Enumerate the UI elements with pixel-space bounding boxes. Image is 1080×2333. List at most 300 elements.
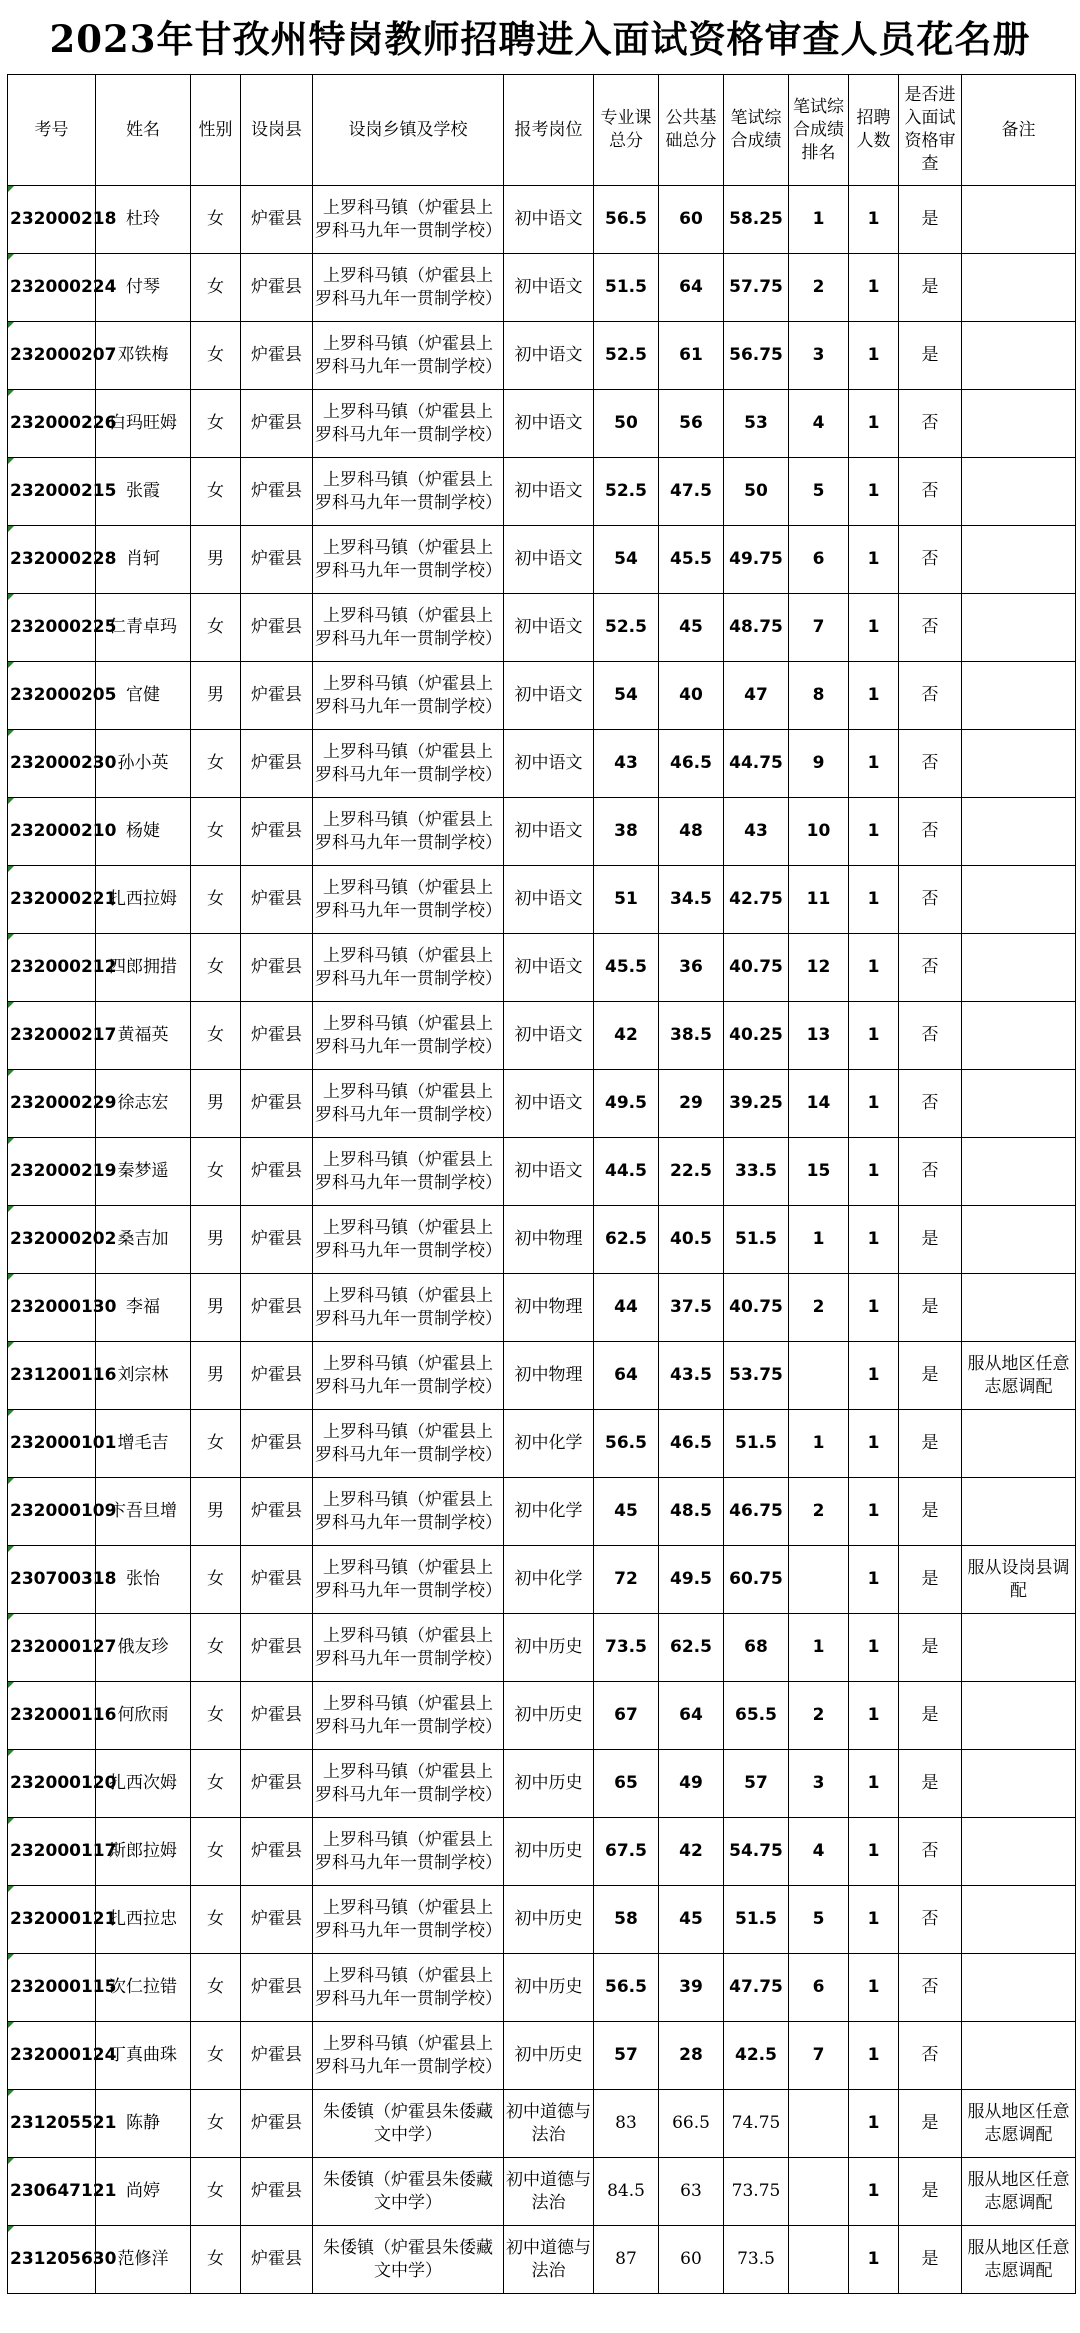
cell-post: 初中历史 bbox=[504, 1886, 594, 1954]
cell-public-score: 61 bbox=[659, 322, 724, 390]
cell-hire-count: 1 bbox=[849, 662, 899, 730]
cell-post: 初中语文 bbox=[504, 254, 594, 322]
cell-post: 初中物理 bbox=[504, 1206, 594, 1274]
cell-school: 上罗科马镇（炉霍县上罗科马九年一贯制学校） bbox=[313, 1954, 504, 2022]
table-row bbox=[8, 1342, 1076, 1410]
cell-total-score: 42.5 bbox=[724, 2022, 789, 2090]
cell-school: 上罗科马镇（炉霍县上罗科马九年一贯制学校） bbox=[313, 390, 504, 458]
cell-rank: 1 bbox=[789, 1206, 849, 1274]
table-row bbox=[8, 254, 1076, 322]
cell-county: 炉霍县 bbox=[241, 1002, 313, 1070]
cell-rank: 3 bbox=[789, 1750, 849, 1818]
cell-exam-id: 232000228 bbox=[8, 526, 96, 594]
cell-note bbox=[962, 1138, 1076, 1206]
header-note: 备注 bbox=[962, 75, 1076, 186]
cell-note bbox=[962, 1002, 1076, 1070]
cell-interview-qualified: 是 bbox=[899, 1342, 962, 1410]
cell-hire-count: 1 bbox=[849, 1886, 899, 1954]
cell-gender: 女 bbox=[191, 730, 241, 798]
cell-exam-id: 232000230 bbox=[8, 730, 96, 798]
cell-school: 上罗科马镇（炉霍县上罗科马九年一贯制学校） bbox=[313, 458, 504, 526]
cell-rank: 5 bbox=[789, 458, 849, 526]
cell-marker-icon bbox=[8, 1750, 14, 1756]
cell-total-score: 65.5 bbox=[724, 1682, 789, 1750]
cell-post: 初中化学 bbox=[504, 1410, 594, 1478]
cell-school: 上罗科马镇（炉霍县上罗科马九年一贯制学校） bbox=[313, 1478, 504, 1546]
cell-interview-qualified: 否 bbox=[899, 2022, 962, 2090]
table-row bbox=[8, 1954, 1076, 2022]
cell-county: 炉霍县 bbox=[241, 1410, 313, 1478]
cell-rank bbox=[789, 1342, 849, 1410]
cell-rank: 7 bbox=[789, 2022, 849, 2090]
cell-note bbox=[962, 2022, 1076, 2090]
cell-exam-id: 232000207 bbox=[8, 322, 96, 390]
cell-interview-qualified: 否 bbox=[899, 1954, 962, 2022]
cell-gender: 男 bbox=[191, 662, 241, 730]
cell-interview-qualified: 是 bbox=[899, 2226, 962, 2294]
cell-exam-id: 232000109 bbox=[8, 1478, 96, 1546]
cell-public-score: 60 bbox=[659, 186, 724, 254]
cell-gender: 女 bbox=[191, 1750, 241, 1818]
cell-school: 上罗科马镇（炉霍县上罗科马九年一贯制学校） bbox=[313, 1274, 504, 1342]
cell-pro-score: 50 bbox=[594, 390, 659, 458]
cell-note bbox=[962, 1478, 1076, 1546]
cell-marker-icon bbox=[8, 1478, 14, 1484]
cell-hire-count: 1 bbox=[849, 1478, 899, 1546]
cell-marker-icon bbox=[8, 254, 14, 260]
cell-county: 炉霍县 bbox=[241, 1274, 313, 1342]
cell-exam-id: 232000218 bbox=[8, 186, 96, 254]
cell-interview-qualified: 否 bbox=[899, 934, 962, 1002]
cell-exam-id: 230647121 bbox=[8, 2158, 96, 2226]
cell-post: 初中语文 bbox=[504, 322, 594, 390]
header-post: 报考岗位 bbox=[504, 75, 594, 186]
cell-school: 朱倭镇（炉霍县朱倭藏文中学） bbox=[313, 2158, 504, 2226]
cell-school: 上罗科马镇（炉霍县上罗科马九年一贯制学校） bbox=[313, 662, 504, 730]
cell-school: 上罗科马镇（炉霍县上罗科马九年一贯制学校） bbox=[313, 1750, 504, 1818]
cell-rank: 1 bbox=[789, 186, 849, 254]
cell-pro-score: 44.5 bbox=[594, 1138, 659, 1206]
cell-total-score: 49.75 bbox=[724, 526, 789, 594]
cell-rank: 8 bbox=[789, 662, 849, 730]
cell-pro-score: 56.5 bbox=[594, 1410, 659, 1478]
cell-public-score: 45 bbox=[659, 1886, 724, 1954]
cell-interview-qualified: 否 bbox=[899, 390, 962, 458]
cell-interview-qualified: 否 bbox=[899, 526, 962, 594]
cell-interview-qualified: 否 bbox=[899, 1002, 962, 1070]
cell-hire-count: 1 bbox=[849, 798, 899, 866]
cell-rank: 11 bbox=[789, 866, 849, 934]
cell-hire-count: 1 bbox=[849, 1138, 899, 1206]
cell-name: 孙小英 bbox=[96, 730, 191, 798]
roster-body bbox=[8, 186, 1076, 2294]
cell-exam-id: 232000121 bbox=[8, 1886, 96, 1954]
cell-post: 初中历史 bbox=[504, 1750, 594, 1818]
cell-note bbox=[962, 730, 1076, 798]
cell-pro-score: 45.5 bbox=[594, 934, 659, 1002]
cell-gender: 女 bbox=[191, 934, 241, 1002]
cell-note bbox=[962, 1886, 1076, 1954]
cell-exam-id: 232000124 bbox=[8, 2022, 96, 2090]
cell-pro-score: 58 bbox=[594, 1886, 659, 1954]
cell-name: 桑吉加 bbox=[96, 1206, 191, 1274]
cell-county: 炉霍县 bbox=[241, 2090, 313, 2158]
header-pro-score: 专业课总分 bbox=[594, 75, 659, 186]
cell-public-score: 49.5 bbox=[659, 1546, 724, 1614]
cell-exam-id: 232000202 bbox=[8, 1206, 96, 1274]
table-row bbox=[8, 186, 1076, 254]
cell-rank: 9 bbox=[789, 730, 849, 798]
cell-exam-id: 231200116 bbox=[8, 1342, 96, 1410]
cell-name: 何欣雨 bbox=[96, 1682, 191, 1750]
cell-public-score: 40.5 bbox=[659, 1206, 724, 1274]
cell-post: 初中语文 bbox=[504, 1070, 594, 1138]
cell-name: 邓铁梅 bbox=[96, 322, 191, 390]
cell-gender: 女 bbox=[191, 1682, 241, 1750]
cell-public-score: 48 bbox=[659, 798, 724, 866]
table-row bbox=[8, 390, 1076, 458]
cell-county: 炉霍县 bbox=[241, 730, 313, 798]
cell-name: 尚婷 bbox=[96, 2158, 191, 2226]
cell-rank: 3 bbox=[789, 322, 849, 390]
cell-pro-score: 52.5 bbox=[594, 458, 659, 526]
header-total-score: 笔试综合成绩 bbox=[724, 75, 789, 186]
cell-hire-count: 1 bbox=[849, 322, 899, 390]
cell-name: 杨婕 bbox=[96, 798, 191, 866]
cell-post: 初中语文 bbox=[504, 798, 594, 866]
cell-exam-id: 232000117 bbox=[8, 1818, 96, 1886]
cell-note bbox=[962, 458, 1076, 526]
cell-post: 初中语文 bbox=[504, 526, 594, 594]
cell-rank: 7 bbox=[789, 594, 849, 662]
table-row bbox=[8, 594, 1076, 662]
table-row bbox=[8, 1478, 1076, 1546]
cell-exam-id: 232000210 bbox=[8, 798, 96, 866]
cell-name: 丁真曲珠 bbox=[96, 2022, 191, 2090]
cell-marker-icon bbox=[8, 1138, 14, 1144]
table-row bbox=[8, 1818, 1076, 1886]
cell-interview-qualified: 是 bbox=[899, 322, 962, 390]
cell-county: 炉霍县 bbox=[241, 1138, 313, 1206]
cell-county: 炉霍县 bbox=[241, 1478, 313, 1546]
cell-note bbox=[962, 390, 1076, 458]
cell-county: 炉霍县 bbox=[241, 866, 313, 934]
cell-school: 朱倭镇（炉霍县朱倭藏文中学） bbox=[313, 2090, 504, 2158]
cell-pro-score: 54 bbox=[594, 526, 659, 594]
cell-pro-score: 84.5 bbox=[594, 2158, 659, 2226]
cell-marker-icon bbox=[8, 730, 14, 736]
cell-gender: 女 bbox=[191, 1614, 241, 1682]
cell-pro-score: 45 bbox=[594, 1478, 659, 1546]
cell-school: 上罗科马镇（炉霍县上罗科马九年一贯制学校） bbox=[313, 1682, 504, 1750]
cell-public-score: 39 bbox=[659, 1954, 724, 2022]
cell-school: 上罗科马镇（炉霍县上罗科马九年一贯制学校） bbox=[313, 798, 504, 866]
cell-hire-count: 1 bbox=[849, 1410, 899, 1478]
cell-gender: 女 bbox=[191, 2022, 241, 2090]
cell-rank: 5 bbox=[789, 1886, 849, 1954]
cell-name: 刘宗林 bbox=[96, 1342, 191, 1410]
cell-marker-icon bbox=[8, 1682, 14, 1688]
cell-note bbox=[962, 594, 1076, 662]
cell-exam-id: 232000120 bbox=[8, 1750, 96, 1818]
cell-county: 炉霍县 bbox=[241, 594, 313, 662]
cell-total-score: 73.75 bbox=[724, 2158, 789, 2226]
cell-marker-icon bbox=[8, 2158, 14, 2164]
cell-interview-qualified: 是 bbox=[899, 186, 962, 254]
cell-interview-qualified: 是 bbox=[899, 2090, 962, 2158]
cell-note bbox=[962, 934, 1076, 1002]
cell-post: 初中语文 bbox=[504, 186, 594, 254]
cell-interview-qualified: 否 bbox=[899, 594, 962, 662]
cell-public-score: 46.5 bbox=[659, 730, 724, 798]
cell-hire-count: 1 bbox=[849, 2090, 899, 2158]
cell-gender: 女 bbox=[191, 390, 241, 458]
table-row bbox=[8, 1614, 1076, 1682]
cell-school: 上罗科马镇（炉霍县上罗科马九年一贯制学校） bbox=[313, 1818, 504, 1886]
cell-county: 炉霍县 bbox=[241, 1206, 313, 1274]
table-row bbox=[8, 1682, 1076, 1750]
cell-rank: 1 bbox=[789, 1614, 849, 1682]
cell-hire-count: 1 bbox=[849, 1070, 899, 1138]
cell-hire-count: 1 bbox=[849, 1750, 899, 1818]
cell-pro-score: 56.5 bbox=[594, 1954, 659, 2022]
cell-exam-id: 232000226 bbox=[8, 390, 96, 458]
cell-gender: 女 bbox=[191, 186, 241, 254]
table-row bbox=[8, 322, 1076, 390]
cell-hire-count: 1 bbox=[849, 2226, 899, 2294]
table-row bbox=[8, 1750, 1076, 1818]
cell-hire-count: 1 bbox=[849, 458, 899, 526]
cell-post: 初中历史 bbox=[504, 1818, 594, 1886]
cell-public-score: 45 bbox=[659, 594, 724, 662]
cell-marker-icon bbox=[8, 526, 14, 532]
cell-marker-icon bbox=[8, 2022, 14, 2028]
cell-exam-id: 232000224 bbox=[8, 254, 96, 322]
header-county: 设岗县 bbox=[241, 75, 313, 186]
cell-school: 上罗科马镇（炉霍县上罗科马九年一贯制学校） bbox=[313, 1206, 504, 1274]
cell-rank: 6 bbox=[789, 526, 849, 594]
table-row bbox=[8, 1138, 1076, 1206]
cell-post: 初中历史 bbox=[504, 1954, 594, 2022]
cell-public-score: 22.5 bbox=[659, 1138, 724, 1206]
cell-county: 炉霍县 bbox=[241, 1818, 313, 1886]
cell-school: 上罗科马镇（炉霍县上罗科马九年一贯制学校） bbox=[313, 1002, 504, 1070]
cell-note: 服从地区任意志愿调配 bbox=[962, 2158, 1076, 2226]
cell-gender: 男 bbox=[191, 526, 241, 594]
cell-exam-id: 232000215 bbox=[8, 458, 96, 526]
cell-rank: 4 bbox=[789, 1818, 849, 1886]
table-row bbox=[8, 2226, 1076, 2294]
cell-total-score: 42.75 bbox=[724, 866, 789, 934]
cell-county: 炉霍县 bbox=[241, 2226, 313, 2294]
cell-total-score: 74.75 bbox=[724, 2090, 789, 2158]
cell-exam-id: 231205521 bbox=[8, 2090, 96, 2158]
cell-hire-count: 1 bbox=[849, 2022, 899, 2090]
cell-rank: 2 bbox=[789, 254, 849, 322]
cell-school: 朱倭镇（炉霍县朱倭藏文中学） bbox=[313, 2226, 504, 2294]
cell-school: 上罗科马镇（炉霍县上罗科马九年一贯制学校） bbox=[313, 730, 504, 798]
cell-pro-score: 73.5 bbox=[594, 1614, 659, 1682]
cell-name: 卞吾旦增 bbox=[96, 1478, 191, 1546]
cell-hire-count: 1 bbox=[849, 2158, 899, 2226]
header-name: 姓名 bbox=[96, 75, 191, 186]
cell-post: 初中道德与法治 bbox=[504, 2158, 594, 2226]
cell-note bbox=[962, 1274, 1076, 1342]
table-row bbox=[8, 526, 1076, 594]
cell-name: 俄友珍 bbox=[96, 1614, 191, 1682]
cell-note bbox=[962, 186, 1076, 254]
table-row bbox=[8, 866, 1076, 934]
cell-note bbox=[962, 1954, 1076, 2022]
cell-note bbox=[962, 1750, 1076, 1818]
cell-exam-id: 230700318 bbox=[8, 1546, 96, 1614]
cell-marker-icon bbox=[8, 1070, 14, 1076]
cell-total-score: 60.75 bbox=[724, 1546, 789, 1614]
cell-marker-icon bbox=[8, 186, 14, 192]
cell-hire-count: 1 bbox=[849, 730, 899, 798]
cell-gender: 女 bbox=[191, 458, 241, 526]
cell-marker-icon bbox=[8, 1546, 14, 1552]
cell-pro-score: 56.5 bbox=[594, 186, 659, 254]
cell-pro-score: 43 bbox=[594, 730, 659, 798]
cell-county: 炉霍县 bbox=[241, 390, 313, 458]
cell-pro-score: 83 bbox=[594, 2090, 659, 2158]
cell-school: 上罗科马镇（炉霍县上罗科马九年一贯制学校） bbox=[313, 1070, 504, 1138]
cell-name: 扎西拉姆 bbox=[96, 866, 191, 934]
cell-school: 上罗科马镇（炉霍县上罗科马九年一贯制学校） bbox=[313, 1546, 504, 1614]
cell-exam-id: 232000219 bbox=[8, 1138, 96, 1206]
cell-exam-id: 232000116 bbox=[8, 1682, 96, 1750]
cell-post: 初中语文 bbox=[504, 390, 594, 458]
cell-hire-count: 1 bbox=[849, 594, 899, 662]
cell-total-score: 57 bbox=[724, 1750, 789, 1818]
header-hire-count: 招聘人数 bbox=[849, 75, 899, 186]
cell-hire-count: 1 bbox=[849, 1614, 899, 1682]
cell-post: 初中语文 bbox=[504, 1002, 594, 1070]
cell-total-score: 46.75 bbox=[724, 1478, 789, 1546]
cell-interview-qualified: 否 bbox=[899, 1886, 962, 1954]
cell-school: 上罗科马镇（炉霍县上罗科马九年一贯制学校） bbox=[313, 322, 504, 390]
cell-county: 炉霍县 bbox=[241, 1546, 313, 1614]
cell-total-score: 54.75 bbox=[724, 1818, 789, 1886]
cell-pro-score: 67.5 bbox=[594, 1818, 659, 1886]
table-row bbox=[8, 2158, 1076, 2226]
cell-exam-id: 232000212 bbox=[8, 934, 96, 1002]
cell-public-score: 66.5 bbox=[659, 2090, 724, 2158]
cell-total-score: 40.75 bbox=[724, 934, 789, 1002]
table-row bbox=[8, 730, 1076, 798]
cell-public-score: 40 bbox=[659, 662, 724, 730]
page-title: 2023年甘孜州特岗教师招聘进入面试资格审查人员花名册 bbox=[49, 17, 1031, 61]
cell-school: 上罗科马镇（炉霍县上罗科马九年一贯制学校） bbox=[313, 186, 504, 254]
cell-rank: 1 bbox=[789, 1410, 849, 1478]
cell-public-score: 62.5 bbox=[659, 1614, 724, 1682]
cell-county: 炉霍县 bbox=[241, 1750, 313, 1818]
cell-gender: 女 bbox=[191, 1954, 241, 2022]
cell-school: 上罗科马镇（炉霍县上罗科马九年一贯制学校） bbox=[313, 934, 504, 1002]
cell-gender: 女 bbox=[191, 1410, 241, 1478]
cell-marker-icon bbox=[8, 934, 14, 940]
cell-exam-id: 232000130 bbox=[8, 1274, 96, 1342]
cell-marker-icon bbox=[8, 1954, 14, 1960]
cell-hire-count: 1 bbox=[849, 1002, 899, 1070]
cell-total-score: 44.75 bbox=[724, 730, 789, 798]
cell-pro-score: 57 bbox=[594, 2022, 659, 2090]
cell-pro-score: 44 bbox=[594, 1274, 659, 1342]
table-row bbox=[8, 662, 1076, 730]
cell-note bbox=[962, 1818, 1076, 1886]
cell-school: 上罗科马镇（炉霍县上罗科马九年一贯制学校） bbox=[313, 2022, 504, 2090]
cell-rank: 15 bbox=[789, 1138, 849, 1206]
table-row bbox=[8, 2090, 1076, 2158]
cell-hire-count: 1 bbox=[849, 866, 899, 934]
cell-interview-qualified: 是 bbox=[899, 1682, 962, 1750]
cell-pro-score: 42 bbox=[594, 1002, 659, 1070]
cell-rank: 12 bbox=[789, 934, 849, 1002]
cell-total-score: 58.25 bbox=[724, 186, 789, 254]
cell-name: 范修洋 bbox=[96, 2226, 191, 2294]
cell-hire-count: 1 bbox=[849, 186, 899, 254]
cell-post: 初中物理 bbox=[504, 1274, 594, 1342]
cell-rank: 2 bbox=[789, 1274, 849, 1342]
cell-public-score: 38.5 bbox=[659, 1002, 724, 1070]
cell-school: 上罗科马镇（炉霍县上罗科马九年一贯制学校） bbox=[313, 594, 504, 662]
cell-post: 初中历史 bbox=[504, 1682, 594, 1750]
cell-marker-icon bbox=[8, 1614, 14, 1620]
cell-note: 服从地区任意志愿调配 bbox=[962, 2090, 1076, 2158]
cell-total-score: 48.75 bbox=[724, 594, 789, 662]
cell-hire-count: 1 bbox=[849, 1546, 899, 1614]
cell-name: 张霞 bbox=[96, 458, 191, 526]
cell-public-score: 28 bbox=[659, 2022, 724, 2090]
cell-exam-id: 232000205 bbox=[8, 662, 96, 730]
cell-hire-count: 1 bbox=[849, 1206, 899, 1274]
roster-table bbox=[7, 74, 1076, 2294]
cell-marker-icon bbox=[8, 458, 14, 464]
table-header-row bbox=[8, 75, 1076, 186]
cell-pro-score: 72 bbox=[594, 1546, 659, 1614]
cell-total-score: 68 bbox=[724, 1614, 789, 1682]
cell-interview-qualified: 是 bbox=[899, 1274, 962, 1342]
cell-post: 初中语文 bbox=[504, 934, 594, 1002]
cell-school: 上罗科马镇（炉霍县上罗科马九年一贯制学校） bbox=[313, 1614, 504, 1682]
cell-gender: 女 bbox=[191, 1002, 241, 1070]
cell-gender: 女 bbox=[191, 2090, 241, 2158]
table-row bbox=[8, 1002, 1076, 1070]
cell-public-score: 37.5 bbox=[659, 1274, 724, 1342]
cell-interview-qualified: 是 bbox=[899, 1750, 962, 1818]
cell-interview-qualified: 是 bbox=[899, 1546, 962, 1614]
cell-gender: 女 bbox=[191, 2158, 241, 2226]
cell-interview-qualified: 是 bbox=[899, 1478, 962, 1546]
cell-county: 炉霍县 bbox=[241, 798, 313, 866]
cell-post: 初中化学 bbox=[504, 1546, 594, 1614]
cell-pro-score: 51.5 bbox=[594, 254, 659, 322]
cell-post: 初中道德与法治 bbox=[504, 2090, 594, 2158]
cell-county: 炉霍县 bbox=[241, 2158, 313, 2226]
header-public-score: 公共基础总分 bbox=[659, 75, 724, 186]
cell-hire-count: 1 bbox=[849, 934, 899, 1002]
table-row bbox=[8, 1410, 1076, 1478]
cell-total-score: 43 bbox=[724, 798, 789, 866]
cell-county: 炉霍县 bbox=[241, 526, 313, 594]
cell-name: 李福 bbox=[96, 1274, 191, 1342]
cell-total-score: 51.5 bbox=[724, 1886, 789, 1954]
table-row bbox=[8, 1546, 1076, 1614]
cell-gender: 女 bbox=[191, 594, 241, 662]
cell-post: 初中语文 bbox=[504, 594, 594, 662]
cell-county: 炉霍县 bbox=[241, 2022, 313, 2090]
